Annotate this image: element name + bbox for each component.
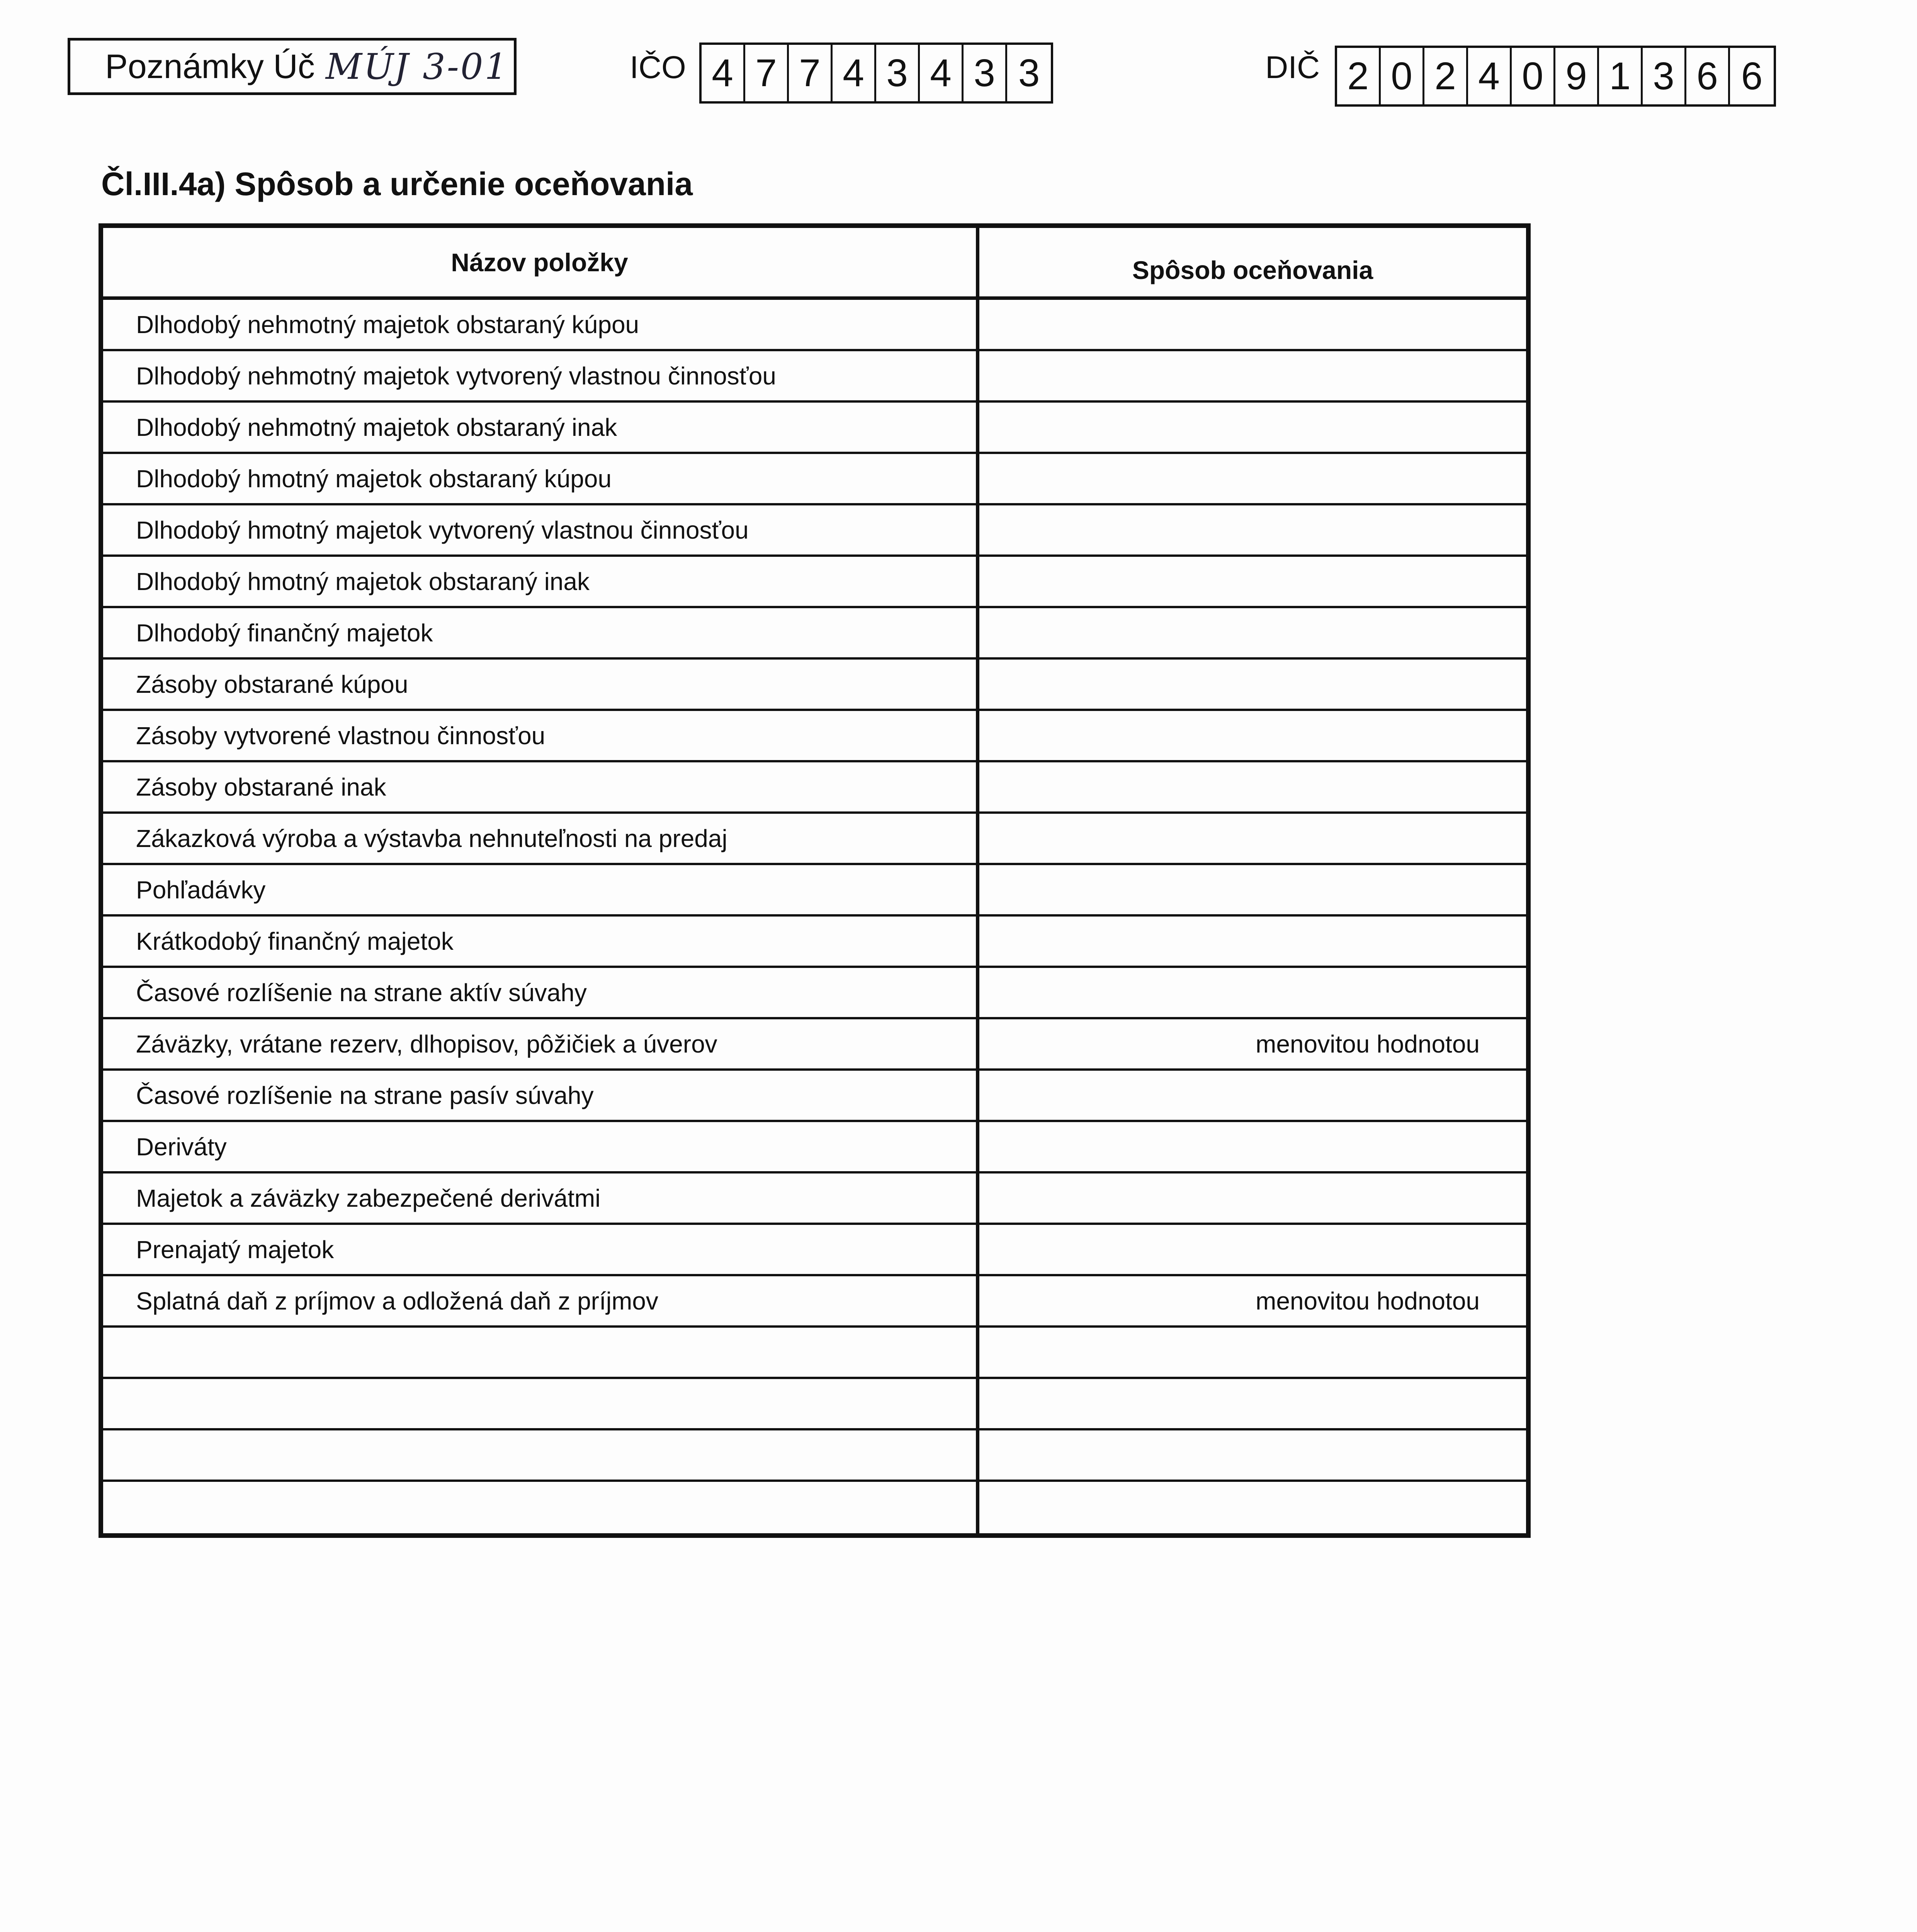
- ico-digit: 4: [920, 45, 964, 101]
- dic-digit: 0: [1381, 48, 1424, 104]
- table-row: [103, 1122, 1526, 1173]
- item-name-cell: Dlhodobý finančný majetok: [103, 608, 979, 657]
- table-row: [103, 403, 1526, 454]
- table-row: [103, 1173, 1526, 1225]
- valuation-method-cell: [979, 1379, 1526, 1428]
- table-row: [103, 300, 1526, 351]
- valuation-method-cell: [979, 403, 1526, 452]
- valuation-table: [99, 223, 1531, 1538]
- item-name-cell: Záväzky, vrátane rezerv, dlhopisov, pôžičiek a úverov: [103, 1019, 979, 1068]
- ico-digit: 3: [1018, 51, 1040, 95]
- valuation-method-cell: [979, 1122, 1526, 1171]
- item-name-cell: Prenajatý majetok: [103, 1225, 979, 1274]
- header-valuation-method: Spôsob oceňovania: [1132, 255, 1373, 284]
- table-row: [103, 505, 1526, 557]
- table-row: [103, 1379, 1526, 1430]
- dic-digit: 4: [1468, 48, 1512, 104]
- item-name-cell: Deriváty: [103, 1122, 979, 1171]
- ico-digit: 3: [964, 45, 1007, 101]
- item-name-cell: Zásoby vytvorené vlastnou činnosťou: [103, 711, 979, 760]
- item-name-cell: [103, 1328, 979, 1377]
- table-row: [103, 608, 1526, 660]
- item-name-cell: Zásoby obstarané inak: [103, 762, 979, 811]
- dic-digit: 3: [1643, 48, 1686, 104]
- item-name-cell: Dlhodobý hmotný majetok obstaraný kúpou: [103, 454, 979, 503]
- valuation-method-cell: menovitou hodnotou: [1256, 1030, 1480, 1058]
- item-name-cell: Zásoby obstarané kúpou: [103, 660, 979, 709]
- valuation-method-cell: [979, 1173, 1526, 1223]
- table-row: [103, 351, 1526, 403]
- item-name-cell: Pohľadávky: [103, 865, 979, 914]
- item-name-cell: Dlhodobý nehmotný majetok vytvorený vlastnou činnosťou: [103, 351, 979, 400]
- table-row: [103, 557, 1526, 608]
- valuation-method-cell: menovitou hodnotou: [1256, 1287, 1480, 1315]
- table-row: [103, 454, 1526, 505]
- valuation-method-cell: [979, 505, 1526, 554]
- table-row: [103, 1430, 1526, 1482]
- table-header-row: [103, 228, 1526, 300]
- valuation-method-cell: [979, 1071, 1526, 1120]
- table-row: [103, 1482, 1526, 1533]
- item-name-cell: [103, 1482, 979, 1533]
- item-name-cell: [103, 1379, 979, 1428]
- item-name-cell: Časové rozlíšenie na strane aktív súvahy: [103, 968, 979, 1017]
- valuation-method-cell: [979, 1482, 1526, 1533]
- valuation-method-cell: [979, 1328, 1526, 1377]
- valuation-method-cell: [979, 351, 1526, 400]
- table-row: [103, 917, 1526, 968]
- valuation-method-cell: [979, 865, 1526, 914]
- ico-digit: 4: [702, 45, 745, 101]
- dic-digit: 9: [1555, 48, 1599, 104]
- table-row: [103, 968, 1526, 1019]
- handwritten-notes-code: MÚJ 3-01: [325, 46, 509, 87]
- item-name-cell: Dlhodobý nehmotný majetok obstaraný inak: [103, 403, 979, 452]
- valuation-method-cell: [979, 762, 1526, 811]
- section-title: Čl.III.4a) Spôsob a určenie oceňovania: [101, 166, 693, 202]
- dic-digit: 6: [1741, 54, 1763, 98]
- dic-digit: 2: [1337, 48, 1381, 104]
- item-name-cell: Splatná daň z príjmov a odložená daň z príjmov: [103, 1276, 979, 1325]
- item-name-cell: Dlhodobý hmotný majetok vytvorený vlastnou činnosťou: [103, 505, 979, 554]
- ico-digit: 4: [833, 45, 876, 101]
- item-name-cell: Časové rozlíšenie na strane pasív súvahy: [103, 1071, 979, 1120]
- dic-digit: 2: [1424, 48, 1468, 104]
- valuation-method-cell: [979, 300, 1526, 349]
- table-row: [103, 1225, 1526, 1276]
- valuation-method-cell: [979, 1430, 1526, 1480]
- table-row: [103, 1071, 1526, 1122]
- dic-digit: 0: [1512, 48, 1555, 104]
- valuation-method-cell: [979, 917, 1526, 966]
- item-name-cell: Majetok a záväzky zabezpečené derivátmi: [103, 1173, 979, 1223]
- table-row: [103, 711, 1526, 762]
- valuation-method-cell: [979, 968, 1526, 1017]
- dic-digit-boxes: [1335, 46, 1776, 107]
- item-name-cell: Dlhodobý nehmotný majetok obstaraný kúpou: [103, 300, 979, 349]
- table-row: [103, 1328, 1526, 1379]
- table-row: [103, 762, 1526, 814]
- table-row: [103, 1276, 1526, 1328]
- item-name-cell: Krátkodobý finančný majetok: [103, 917, 979, 966]
- valuation-method-cell: [979, 711, 1526, 760]
- valuation-method-cell: [979, 608, 1526, 657]
- item-name-cell: Dlhodobý hmotný majetok obstaraný inak: [103, 557, 979, 606]
- notes-box: [68, 38, 517, 95]
- dic-digit: 1: [1599, 48, 1643, 104]
- valuation-method-cell: [979, 557, 1526, 606]
- notes-label: Poznámky Úč: [105, 47, 315, 85]
- valuation-method-cell: [979, 660, 1526, 709]
- item-name-cell: [103, 1430, 979, 1480]
- ico-digit: 7: [745, 45, 789, 101]
- valuation-method-cell: [979, 814, 1526, 863]
- dic-digit: 6: [1686, 48, 1730, 104]
- valuation-method-cell: [979, 1225, 1526, 1274]
- table-row: [103, 865, 1526, 917]
- ico-digit: 7: [789, 45, 833, 101]
- dic-label: DIČ: [1265, 50, 1320, 85]
- table-row: [103, 660, 1526, 711]
- item-name-cell: Zákazková výroba a výstavba nehnuteľnosti na predaj: [103, 814, 979, 863]
- valuation-method-cell: [979, 454, 1526, 503]
- ico-label: IČO: [630, 50, 686, 85]
- table-row: [103, 1019, 1526, 1071]
- table-body: [103, 300, 1526, 1533]
- ico-digit: 3: [876, 45, 920, 101]
- table-row: [103, 814, 1526, 865]
- ico-digit-boxes: [699, 43, 1053, 104]
- header-item-name: Názov položky: [103, 228, 979, 296]
